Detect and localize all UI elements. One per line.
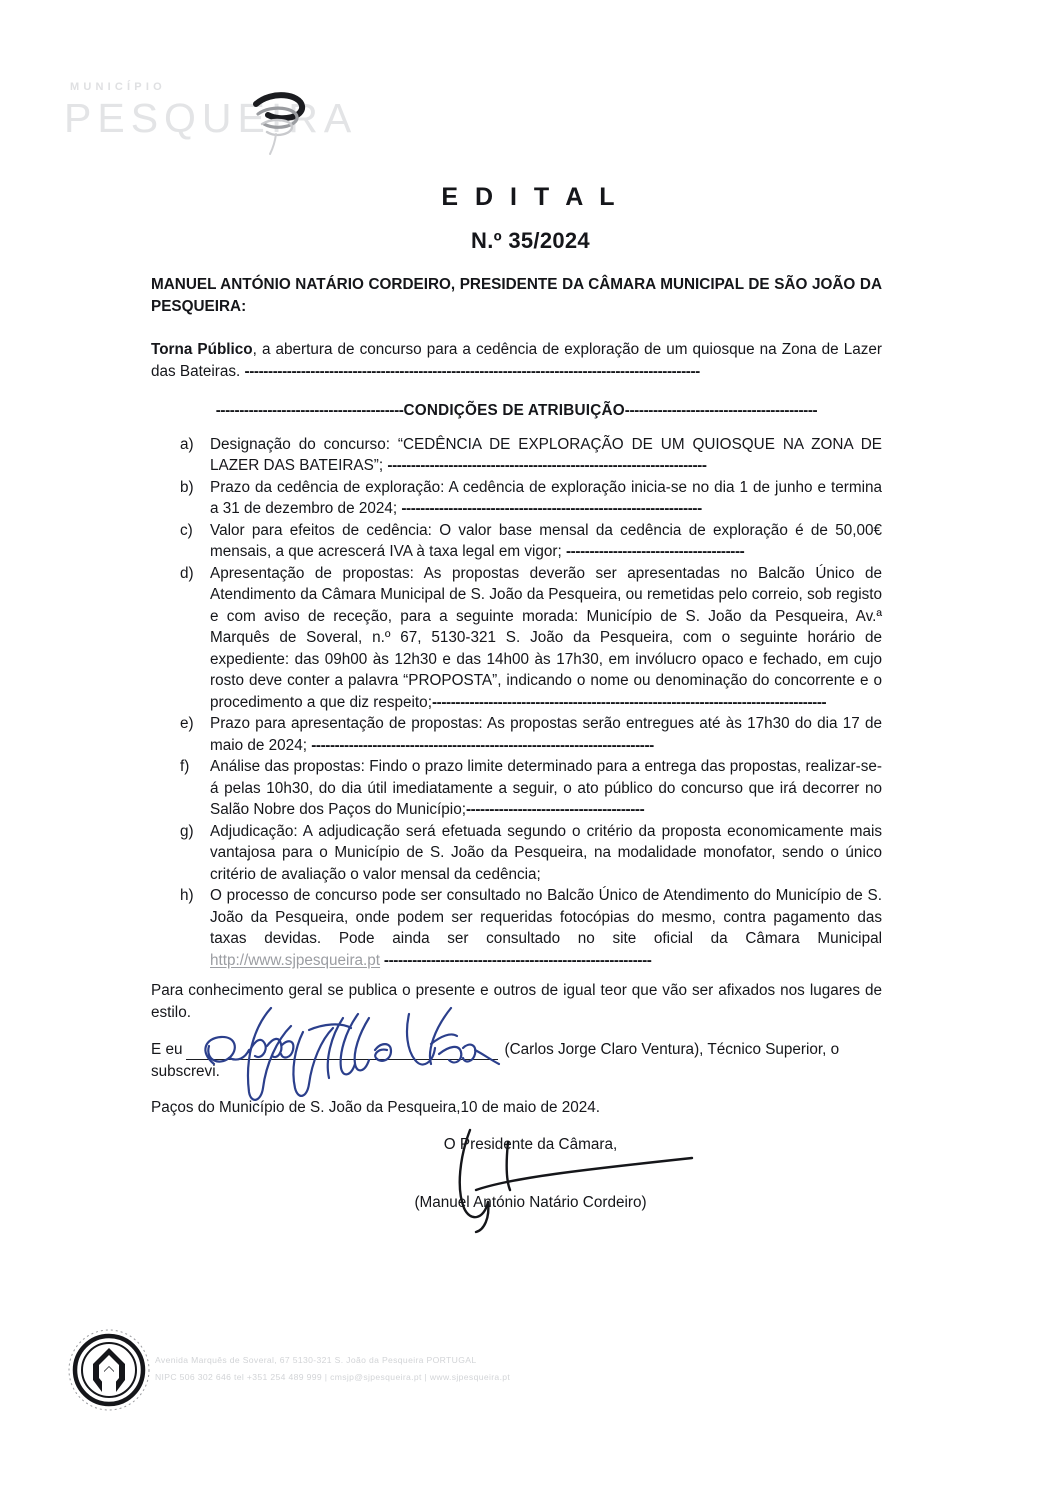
- condition-text: Prazo da cedência de exploração: A cedência de exploração inicia-se no dia 1 de junho e termina a 31 de dezembro de 2024;: [210, 478, 882, 517]
- condition-text: Apresentação de propostas: As propostas deverão ser apresentadas no Balcão Único de Atendimento da Câmara Municipal de S. João da Pesqueira, ou remetidas pelo correio, sob registo e com aviso de receção, para a seguinte morada: Município de S. João da Pesqueira, Av.ª Marquês de Soveral, n.º 67, 5130-321 S. João da Pesqueira, com o seguinte horário de expediente: das 09h00 às 12h30 e das 14h00 às 17h30, em invólucro opaco e fechado, em cujo rosto deve conter a palavra “PROPOSTA”, indicando o nome ou denominação do concorrente e o procedimento a que diz respeito;: [210, 564, 882, 711]
- condition-item-f: [151, 756, 882, 821]
- logo-pesqueira-text: PESQUEIRA: [64, 95, 358, 141]
- page-title: E D I T A L: [441, 183, 620, 211]
- footer-contact-block: [155, 1352, 755, 1386]
- condition-text: Adjudicação: A adjudicação será efetuada segundo o critério da proposta economicamente mais vantajosa para o Município de S. João da Pesqueira, na modalidade monofator, sendo o único critério de avaliação o valor mensal da cedência;: [210, 822, 882, 883]
- condition-dash-filler: ------------------------------------------------------------------------------------: [431, 693, 827, 711]
- condition-marker: f): [180, 758, 190, 775]
- condition-dash-filler: ----------------------------------------------------------------: [401, 500, 702, 517]
- section-heading-label: CONDIÇÕES DE ATRIBUIÇÃO: [403, 402, 625, 419]
- condition-item-b: [151, 477, 882, 520]
- condition-dash-filler: --------------------------------------: [465, 801, 645, 818]
- section-dashes-left: ----------------------------------------: [215, 402, 404, 419]
- condition-text: Prazo para apresentação de propostas: As propostas serão entregues até às 17h30 do dia 17 de maio de 2024;: [210, 715, 882, 754]
- signature-line: [186, 1059, 498, 1060]
- intro-bold-lead: Torna Público: [151, 341, 253, 358]
- condition-marker: c): [180, 521, 193, 539]
- section-heading-row: [151, 400, 882, 422]
- condition-dash-filler: --------------------------------------------------------------------: [387, 457, 707, 474]
- condition-dash-filler: -------------------------------------------------------------------------: [311, 736, 654, 754]
- condition-dash-filler: ---------------------------------------------------------: [380, 951, 652, 969]
- condition-marker: g): [180, 822, 194, 840]
- subscriber-suffix: (Carlos Jorge Claro Ventura), Técnico Superior, o subscrevi.: [151, 1041, 840, 1080]
- condition-marker: e): [180, 715, 194, 732]
- condition-item-g: [151, 821, 882, 886]
- condition-marker: d): [180, 564, 194, 582]
- footer-address-line: Avenida Marquês de Soveral, 67 5130-321 S. João da Pesqueira PORTUGAL: [155, 1355, 477, 1365]
- president-label: O Presidente da Câmara,: [443, 1136, 618, 1153]
- place-date-line: Paços do Município de S. João da Pesqueira,10 de maio de 2024.: [151, 1099, 601, 1116]
- intro-paragraph: [151, 339, 882, 382]
- conditions-list: [151, 434, 882, 972]
- document-body: [151, 274, 882, 971]
- condition-text: Análise das propostas: Findo o prazo limite determinado para a entrega das propostas, realizar-se-á pelas 10h30, do dia útil imediatamente a seguir, o ato público do concurso que irá decorrer no Salão Nobre dos Paços do Município;: [210, 758, 882, 818]
- section-dashes-right: -----------------------------------------: [624, 402, 818, 419]
- subscriber-line: [151, 1039, 882, 1082]
- footer-contact-line: NIPC 506 302 646 tel +351 254 489 999 | cmsjp@sjpesqueira.pt | www.sjpesqueira.pt: [155, 1372, 511, 1382]
- authority-line: MANUEL ANTÓNIO NATÁRIO CORDEIRO, PRESIDENTE DA CÂMARA MUNICIPAL DE SÃO JOÃO DA PESQUEIRA:: [151, 276, 882, 315]
- condition-item-d: [151, 563, 882, 714]
- municipality-logo: [64, 82, 364, 158]
- condition-item-h: [151, 885, 882, 971]
- subscriber-prefix: E eu: [151, 1041, 183, 1058]
- logo-municipio-text: MUNICÍPIO: [70, 81, 166, 93]
- condition-marker: a): [180, 435, 194, 453]
- municipal-seal-icon: [66, 1326, 152, 1414]
- condition-item-a: [151, 434, 882, 477]
- condition-dash-filler: --------------------------------------: [565, 543, 745, 560]
- municipality-website-link[interactable]: http://www.sjpesqueira.pt: [210, 951, 381, 969]
- president-name: (Manuel António Natário Cordeiro): [414, 1194, 647, 1211]
- condition-text: Valor para efeitos de cedência: O valor base mensal da cedência de exploração é de 50,00€ mensais, a que acrescerá IVA à taxa legal em vigor;: [210, 521, 882, 560]
- condition-marker: h): [180, 887, 194, 904]
- document-number: N.º 35/2024: [471, 228, 590, 253]
- publication-note: Para conhecimento geral se publica o presente e outros de igual teor que vão ser afixados nos lugares de estilo.: [151, 982, 882, 1021]
- condition-text: Designação do concurso: “CEDÊNCIA DE EXPLORAÇÃO DE UM QUIOSQUE NA ZONA DE LAZER DAS BATEIRAS”;: [210, 435, 882, 474]
- intro-body-text: , a abertura de concurso para a cedência de exploração de um quiosque na Zona de Lazer das Bateiras.: [151, 341, 882, 380]
- intro-dash-filler: -------------------------------------------------------------------------------------------------: [244, 362, 700, 380]
- condition-marker: b): [180, 478, 194, 496]
- condition-item-c: [151, 520, 882, 563]
- condition-text: O processo de concurso pode ser consultado no Balcão Único de Atendimento do Município de S. João da Pesqueira, onde podem ser requeridas fotocópias do mesmo, contra pagamento das taxas devidas. Pode ainda ser consultado no site oficial da Câmara Municipal: [210, 887, 882, 947]
- condition-item-e: [151, 713, 882, 756]
